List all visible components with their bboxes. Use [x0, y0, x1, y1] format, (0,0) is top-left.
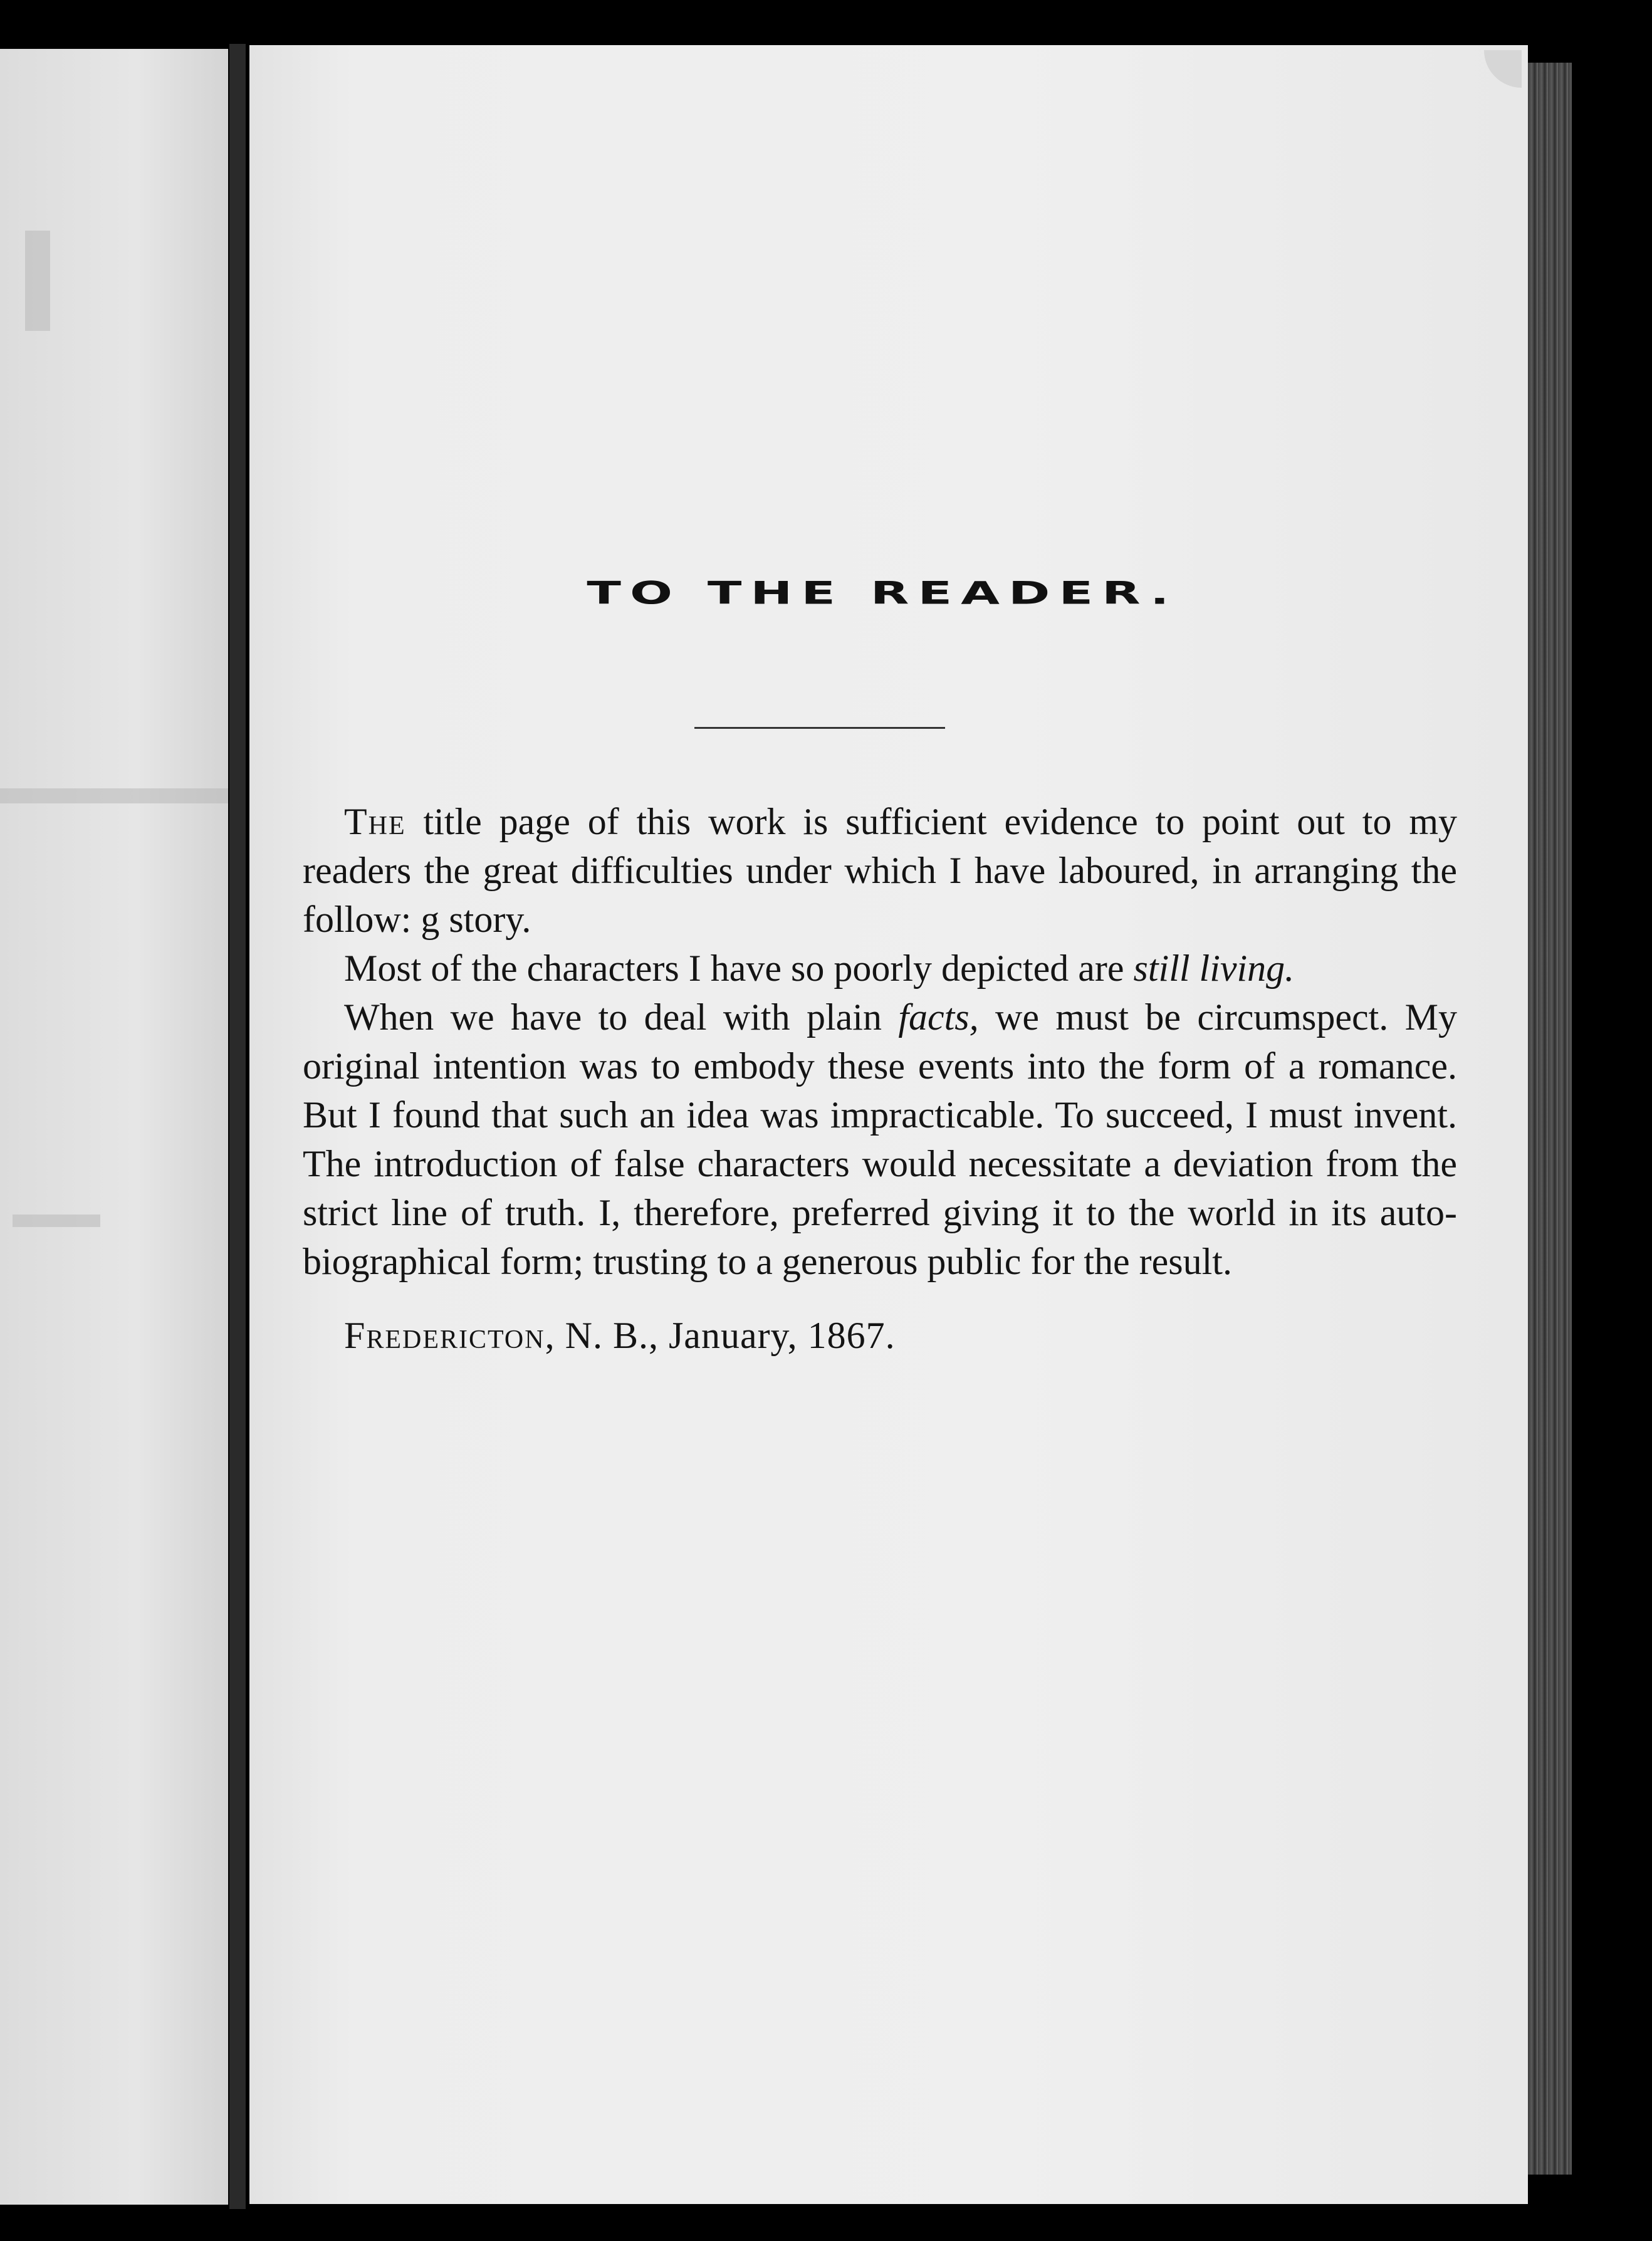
- binding-gutter: [229, 44, 246, 2209]
- paragraph-text: we must be circumspect. My original intention was to embody these events into the form of a romance. But I found that such an idea was impracticable. To succeed, I must invent. The introduction of false characters would necessitate a deviation from the strict line of truth. I, therefore, preferred giving it to the world in its auto-biographical form; trusting to a generous public for the result.: [303, 996, 1457, 1282]
- bleed-through-mark: [0, 788, 228, 803]
- bleed-through-mark: [13, 1215, 100, 1227]
- bleed-through-mark: [25, 231, 50, 331]
- page-heading: TO THE READER.: [587, 575, 1178, 612]
- page-corner-curl: [1484, 50, 1522, 88]
- paragraph-text: title page of this work is sufficient evidence to point out to my readers the great difficulties under which I have laboured, in arranging the follow: g story.: [303, 801, 1457, 940]
- paragraph-2: [303, 944, 1457, 993]
- dateline-rest: , N. B., January, 1867.: [545, 1315, 896, 1356]
- paragraph-text: When we have to deal with plain: [344, 996, 899, 1038]
- paragraph-1: [303, 797, 1457, 944]
- facing-page-left: [0, 49, 228, 2205]
- italic-text: facts,: [898, 996, 979, 1038]
- preface-text: [303, 797, 1457, 1360]
- heading-rule: [694, 727, 945, 729]
- paragraph-lead-word: The: [344, 801, 406, 842]
- paragraph-3: [303, 993, 1457, 1286]
- page-block-edge: [1528, 63, 1572, 2175]
- paragraph-text: Most of the characters I have so poorly depicted are: [344, 948, 1134, 989]
- dateline: [303, 1311, 1457, 1360]
- book-page: [249, 45, 1528, 2204]
- dateline-place: Fredericton: [344, 1315, 545, 1356]
- italic-text: still living.: [1133, 948, 1295, 989]
